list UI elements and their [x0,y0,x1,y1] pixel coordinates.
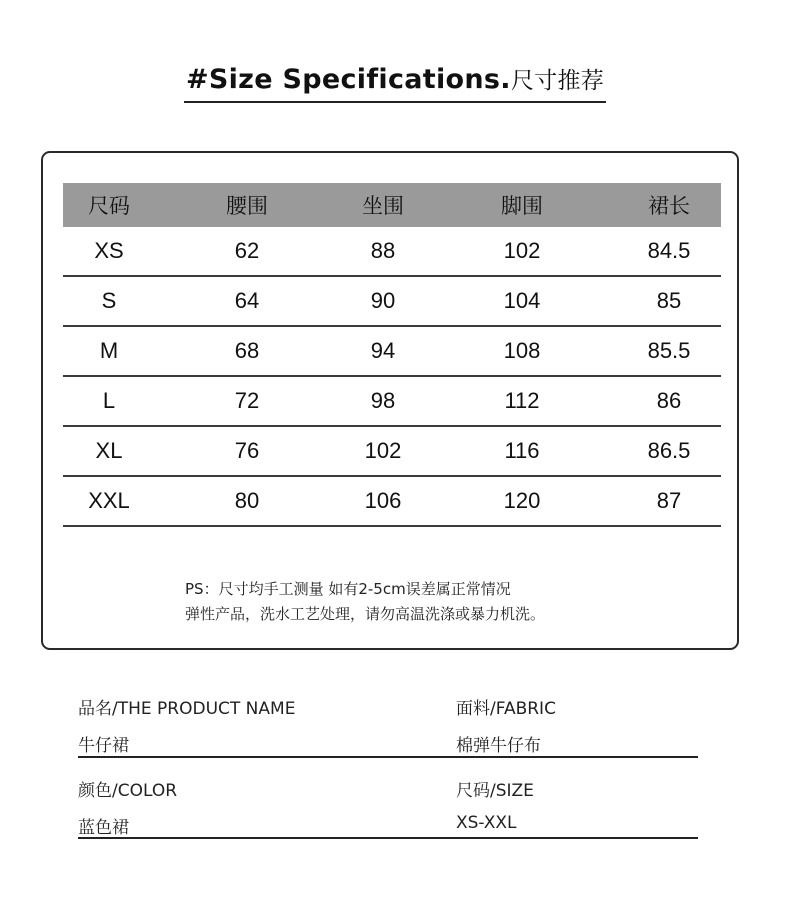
cell-hem: 104 [503,288,541,313]
table-row [63,227,721,277]
color-value: 蓝色裙 [78,818,129,838]
color-label: 颜色/COLOR [78,781,178,801]
table-row [63,327,721,377]
cell-size: S [101,288,117,313]
cell-waist: 64 [234,288,260,313]
cell-hip: 102 [364,438,402,463]
header-length: 裙长 [648,194,690,218]
cell-hip: 94 [370,338,396,363]
table-row [63,427,721,477]
header-hem: 脚围 [501,194,543,218]
cell-waist: 68 [234,338,260,363]
cell-length: 85 [656,288,682,313]
cell-size: XXL [88,488,130,513]
measurement-note [185,577,545,627]
cell-hip: 106 [364,488,402,513]
table-header-row [63,183,721,227]
table-row [63,477,721,527]
page-title [184,62,606,103]
size-table [63,183,721,527]
cell-waist: 80 [234,488,260,513]
size-value: XS-XXL [456,813,517,833]
product-name-label: 品名/THE PRODUCT NAME [78,699,296,719]
title-english: #Size Specifications. [185,64,511,95]
cell-waist: 62 [234,238,260,263]
table-row [63,377,721,427]
header-waist: 腰围 [226,194,268,218]
cell-size: M [99,338,119,363]
header-hip: 坐围 [362,194,404,218]
cell-hem: 112 [504,388,540,413]
cell-hem: 108 [503,338,541,363]
cell-length: 85.5 [647,338,691,363]
divider [78,837,698,839]
cell-hip: 90 [370,288,396,313]
size-card [41,151,739,650]
size-label: 尺码/SIZE [456,781,534,801]
cell-size: XL [95,438,123,463]
fabric-label: 面料/FABRIC [456,699,556,719]
header-size: 尺码 [88,194,130,218]
cell-length: 84.5 [647,238,691,263]
cell-length: 86.5 [647,438,691,463]
product-name-value: 牛仔裙 [78,736,129,756]
cell-hem: 102 [503,238,541,263]
note-line-1: PS：尺寸均手工测量 如有2-5cm误差属正常情况 [185,580,511,598]
fabric-value: 棉弹牛仔布 [456,736,541,756]
cell-length: 87 [656,488,682,513]
cell-hem: 120 [503,488,541,513]
note-line-2: 弹性产品，洗水工艺处理，请勿高温洗涤或暴力机洗。 [185,605,546,623]
cell-waist: 72 [234,388,260,413]
table-row [63,277,721,327]
cell-hip: 98 [370,388,396,413]
cell-size: L [102,388,116,413]
divider [78,756,698,758]
title-block [0,62,790,103]
cell-hem: 116 [504,438,540,463]
cell-waist: 76 [234,438,260,463]
title-chinese: 尺寸推荐 [510,68,605,94]
cell-length: 86 [656,388,682,413]
cell-size: XS [94,238,124,263]
cell-hip: 88 [370,238,396,263]
